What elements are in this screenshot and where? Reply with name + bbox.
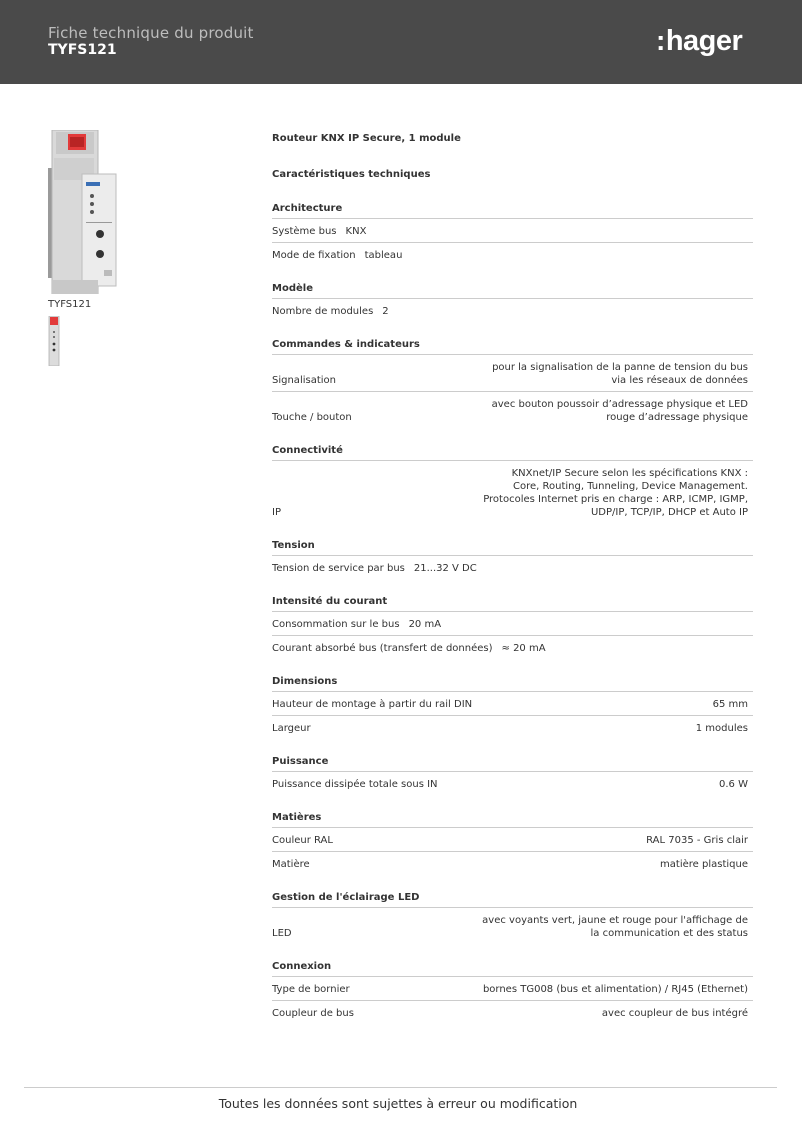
spec-value: avec voyants vert, jaune et rouge pour l'affichage de la communication et des status [482, 915, 748, 939]
spec-label: Mode de fixation [272, 250, 356, 261]
spec-section [272, 336, 753, 428]
spec-label: IP [272, 507, 281, 518]
spec-value: pour la signalisation de la panne de tension du bus via les réseaux de données [492, 362, 748, 386]
spec-sections [272, 200, 753, 1024]
spec-row [272, 611, 753, 635]
spec-value: KNXnet/IP Secure selon les spécifications KNX : Core, Routing, Tunneling, Device Management. Protocoles Internet pris en charge : ARP, ICMP, IGMP, UDP/IP, TCP/IP, DHCP et Auto IP [483, 468, 748, 518]
section-title: Intensité du courant [272, 596, 388, 607]
page-header [0, 0, 802, 84]
spec-pair [272, 305, 389, 318]
spec-pair [272, 642, 546, 655]
logo-prefix: : [656, 25, 665, 56]
spec-content [272, 130, 753, 1024]
spec-value: 0.6 W [719, 779, 748, 790]
spec-value: KNX [345, 226, 367, 237]
spec-label: Type de bornier [272, 984, 350, 995]
spec-section [272, 200, 753, 266]
spec-pair [272, 618, 441, 631]
footer-disclaimer: Toutes les données sont sujettes à erreur ou modification [218, 1096, 578, 1111]
footer-divider [24, 1087, 777, 1088]
spec-row [272, 1000, 753, 1024]
product-thumbnail[interactable] [48, 316, 60, 366]
spec-row [272, 298, 753, 322]
spec-label: Coupleur de bus [272, 1008, 354, 1019]
spec-row [272, 907, 753, 944]
spec-value: 20 mA [408, 619, 442, 630]
spec-row [272, 354, 753, 391]
product-title: Routeur KNX IP Secure, 1 module [272, 133, 461, 144]
section-title: Puissance [272, 756, 329, 767]
product-reference: TYFS121 [48, 42, 117, 58]
spec-value: avec coupleur de bus intégré [601, 1008, 748, 1019]
spec-section [272, 537, 753, 579]
spec-label: Hauteur de montage à partir du rail DIN [272, 699, 473, 710]
spec-section [272, 280, 753, 322]
spec-section [272, 809, 753, 875]
spec-label: Système bus [272, 226, 337, 237]
spec-pair [272, 249, 402, 262]
section-title: Modèle [272, 283, 313, 294]
spec-label: LED [272, 928, 292, 939]
document-type: Fiche technique du produit [48, 24, 254, 42]
section-title: Matières [272, 812, 322, 823]
spec-value: 21...32 V DC [413, 563, 477, 574]
spec-value: 1 modules [695, 723, 748, 734]
section-title: Connexion [272, 961, 332, 972]
spec-row [272, 851, 753, 875]
spec-row [272, 976, 753, 1000]
image-caption: TYFS121 [48, 299, 92, 310]
spec-row [272, 715, 753, 739]
spec-section [272, 673, 753, 739]
spec-row [272, 242, 753, 266]
spec-label: Touche / bouton [272, 412, 352, 423]
section-title: Architecture [272, 203, 343, 214]
spec-row [272, 218, 753, 242]
spec-label: Matière [272, 859, 310, 870]
spec-section [272, 442, 753, 523]
product-image[interactable] [48, 130, 120, 294]
spec-row [272, 827, 753, 851]
hager-logo [656, 24, 756, 58]
section-title: Connectivité [272, 445, 343, 456]
spec-row [272, 555, 753, 579]
section-title: Commandes & indicateurs [272, 339, 420, 350]
section-title: Dimensions [272, 676, 338, 687]
spec-value: RAL 7035 - Gris clair [646, 835, 748, 846]
logo-wordmark: hager [665, 25, 743, 57]
spec-value: 2 [382, 306, 389, 317]
section-title: Tension [272, 540, 315, 551]
spec-row [272, 391, 753, 428]
spec-section [272, 958, 753, 1024]
spec-value: avec bouton poussoir d’adressage physique et LED rouge d’adressage physique [491, 399, 748, 423]
spec-label: Tension de service par bus [272, 563, 405, 574]
spec-row [272, 691, 753, 715]
spec-value: tableau [364, 250, 403, 261]
spec-label: Largeur [272, 723, 311, 734]
spec-row [272, 460, 753, 523]
spec-section [272, 753, 753, 795]
spec-label: Nombre de modules [272, 306, 374, 317]
spec-value: matière plastique [660, 859, 748, 870]
spec-row [272, 635, 753, 659]
spec-label: Consommation sur le bus [272, 619, 400, 630]
spec-section [272, 889, 753, 944]
spec-value: bornes TG008 (bus et alimentation) / RJ45 (Ethernet) [482, 984, 748, 995]
spec-row [272, 771, 753, 795]
spec-label: Puissance dissipée totale sous IN [272, 779, 438, 790]
section-title: Gestion de l'éclairage LED [272, 892, 420, 903]
tech-heading: Caractéristiques techniques [272, 169, 431, 180]
spec-section [272, 593, 753, 659]
spec-label: Signalisation [272, 375, 336, 386]
spec-value: 65 mm [712, 699, 748, 710]
spec-label: Courant absorbé bus (transfert de données) [272, 643, 493, 654]
spec-pair [272, 562, 477, 575]
spec-value: ≈ 20 mA [501, 643, 546, 654]
spec-label: Couleur RAL [272, 835, 333, 846]
spec-pair [272, 225, 366, 238]
